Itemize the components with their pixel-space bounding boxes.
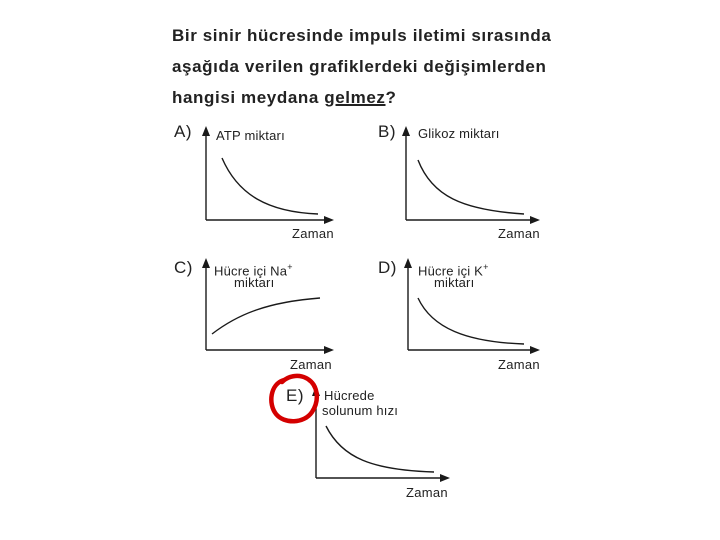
option-a-letter[interactable]: A): [174, 122, 192, 141]
graph-b-xlabel: Zaman: [498, 226, 540, 241]
question-line-2: aşağıda verilen grafiklerdeki değişimlerden: [172, 57, 547, 76]
graph-e-ylabel-line2: solunum hızı: [322, 403, 399, 418]
graph-d-xlabel: Zaman: [498, 357, 540, 372]
option-c-letter[interactable]: C): [174, 258, 193, 277]
option-b-letter[interactable]: B): [378, 122, 396, 141]
graph-c-curve: [212, 298, 320, 334]
graph-b-axes: [406, 132, 534, 220]
graph-c-ylabel-line2: miktarı: [234, 275, 275, 290]
graph-d-ylabel-line2: miktarı: [434, 275, 475, 290]
graph-a-ylabel: ATP miktarı: [216, 128, 285, 143]
graph-d-ylabel: Hücre içi K+: [418, 262, 489, 279]
graph-a-axes: [206, 132, 328, 220]
graph-c-xlabel: Zaman: [290, 357, 332, 372]
graph-b-curve: [418, 160, 524, 214]
option-d-letter[interactable]: D): [378, 258, 397, 277]
graph-b-ylabel: Glikoz miktarı: [418, 126, 500, 141]
graph-a-curve: [222, 158, 318, 214]
graph-a-xlabel: Zaman: [292, 226, 334, 241]
question-line-1: Bir sinir hücresinde impuls iletimi sırasında: [172, 26, 552, 45]
graph-e-xlabel: Zaman: [406, 485, 448, 500]
graph-c-ylabel: Hücre içi Na+: [214, 262, 293, 279]
graph-e-ylabel: Hücrede: [324, 388, 375, 403]
question-line-3: hangisi meydana gelmez?: [172, 88, 397, 107]
graph-e-curve: [326, 426, 434, 472]
graph-d-curve: [418, 298, 524, 344]
option-e-letter[interactable]: E): [286, 386, 304, 405]
emphasis-word: gelmez: [324, 88, 386, 107]
